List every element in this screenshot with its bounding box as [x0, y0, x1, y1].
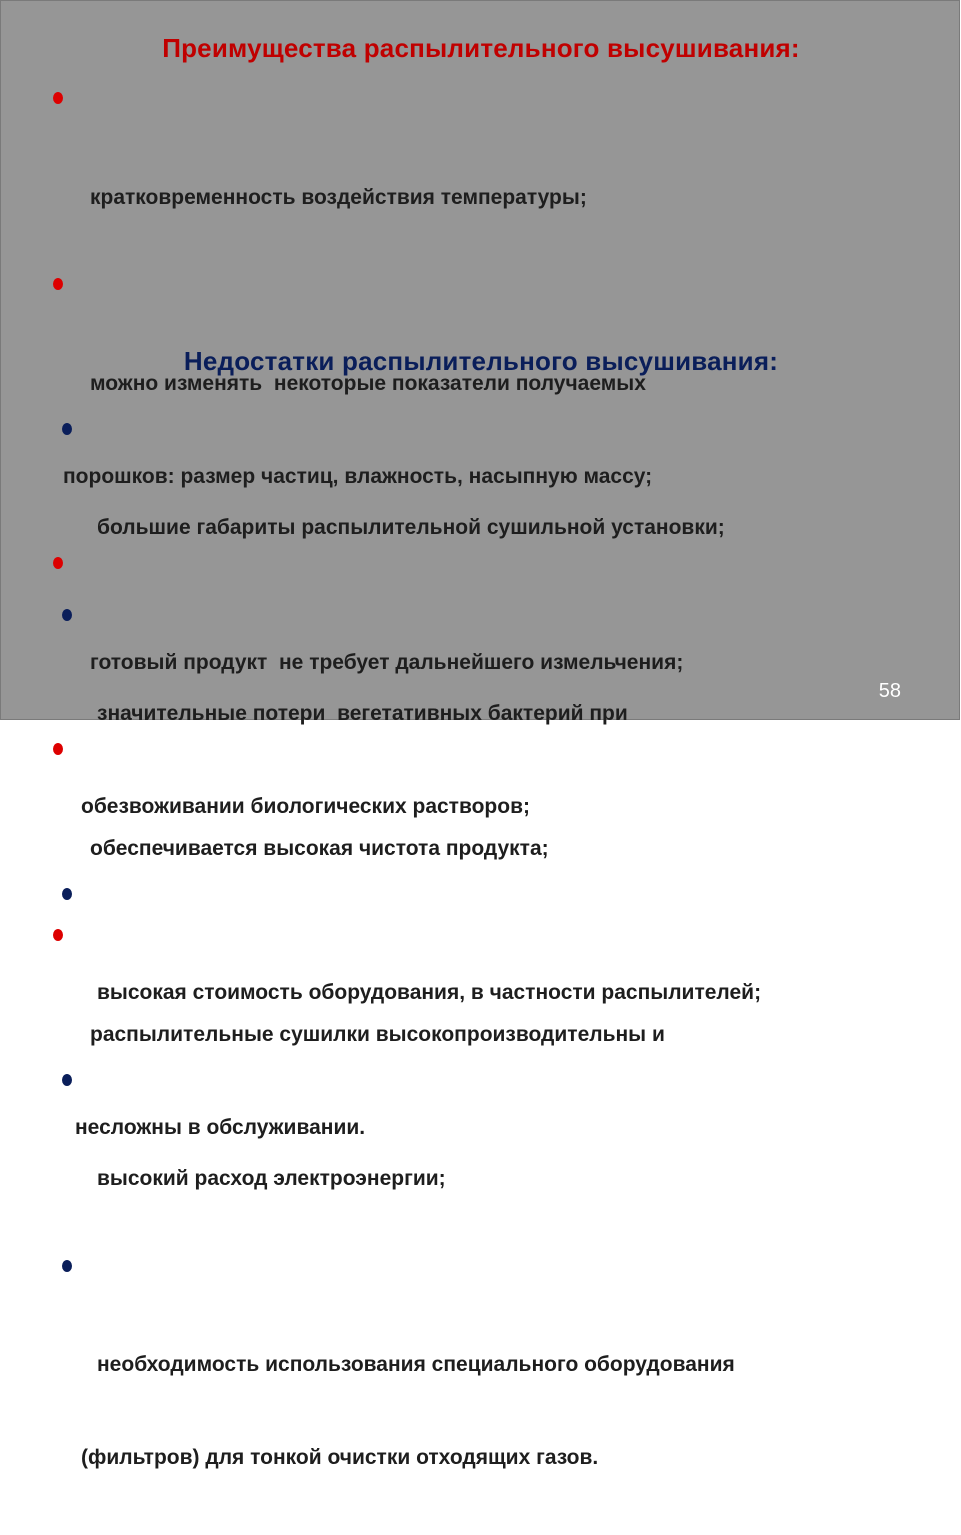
list-item-text: большие габариты распылительной сушильной установки;: [97, 516, 725, 539]
list-item-text: несложны в обслуживании.: [75, 1116, 366, 1139]
disadvantages-title: Недостатки распылительного высушивания:: [183, 346, 779, 376]
page-number: 58: [878, 680, 901, 702]
list-item: [1, 884, 961, 1070]
red-bullet-icon: [53, 92, 63, 104]
list-item-text: готовый продукт не требует дальнейшего измельчения;: [90, 651, 684, 674]
list-item-text: обеспечивается высокая чистота продукта;: [90, 837, 549, 860]
blue-bullet-icon: [62, 1074, 72, 1086]
list-item: [1, 605, 961, 884]
list-item: [1, 89, 961, 275]
list-item-text: высокая стоимость оборудования, в частности распылителей;: [97, 981, 762, 1004]
red-bullet-icon: [53, 278, 63, 290]
list-item: [1, 1070, 961, 1256]
list-item-text: высокий расход электроэнергии;: [97, 1167, 446, 1190]
list-item-text: распылительные сушилки высокопроизводительны и: [90, 1023, 665, 1046]
blue-bullet-icon: [62, 423, 72, 435]
advantages-title: Преимущества распылительного высушивания:: [162, 33, 800, 63]
list-item-text: обезвоживании биологических растворов;: [81, 795, 530, 818]
list-item-text: порошков: размер частиц, влажность, насыпную массу;: [63, 465, 653, 488]
list-item-text: (фильтров) для тонкой очистки отходящих газов.: [81, 1446, 599, 1469]
list-item: [1, 419, 961, 605]
list-item-text: кратковременность воздействия температуры;: [90, 186, 587, 209]
list-item: [1, 1256, 961, 1535]
list-item-text: необходимость использования специального оборудования: [97, 1353, 735, 1376]
list-item-text: можно изменять некоторые показатели получаемых: [90, 372, 646, 395]
list-item-text: значительные потери вегетативных бактерий при: [97, 702, 628, 725]
blue-bullet-icon: [62, 609, 72, 621]
blue-bullet-icon: [62, 1260, 72, 1272]
disadvantages-list: [1, 419, 961, 1535]
blue-bullet-icon: [62, 888, 72, 900]
